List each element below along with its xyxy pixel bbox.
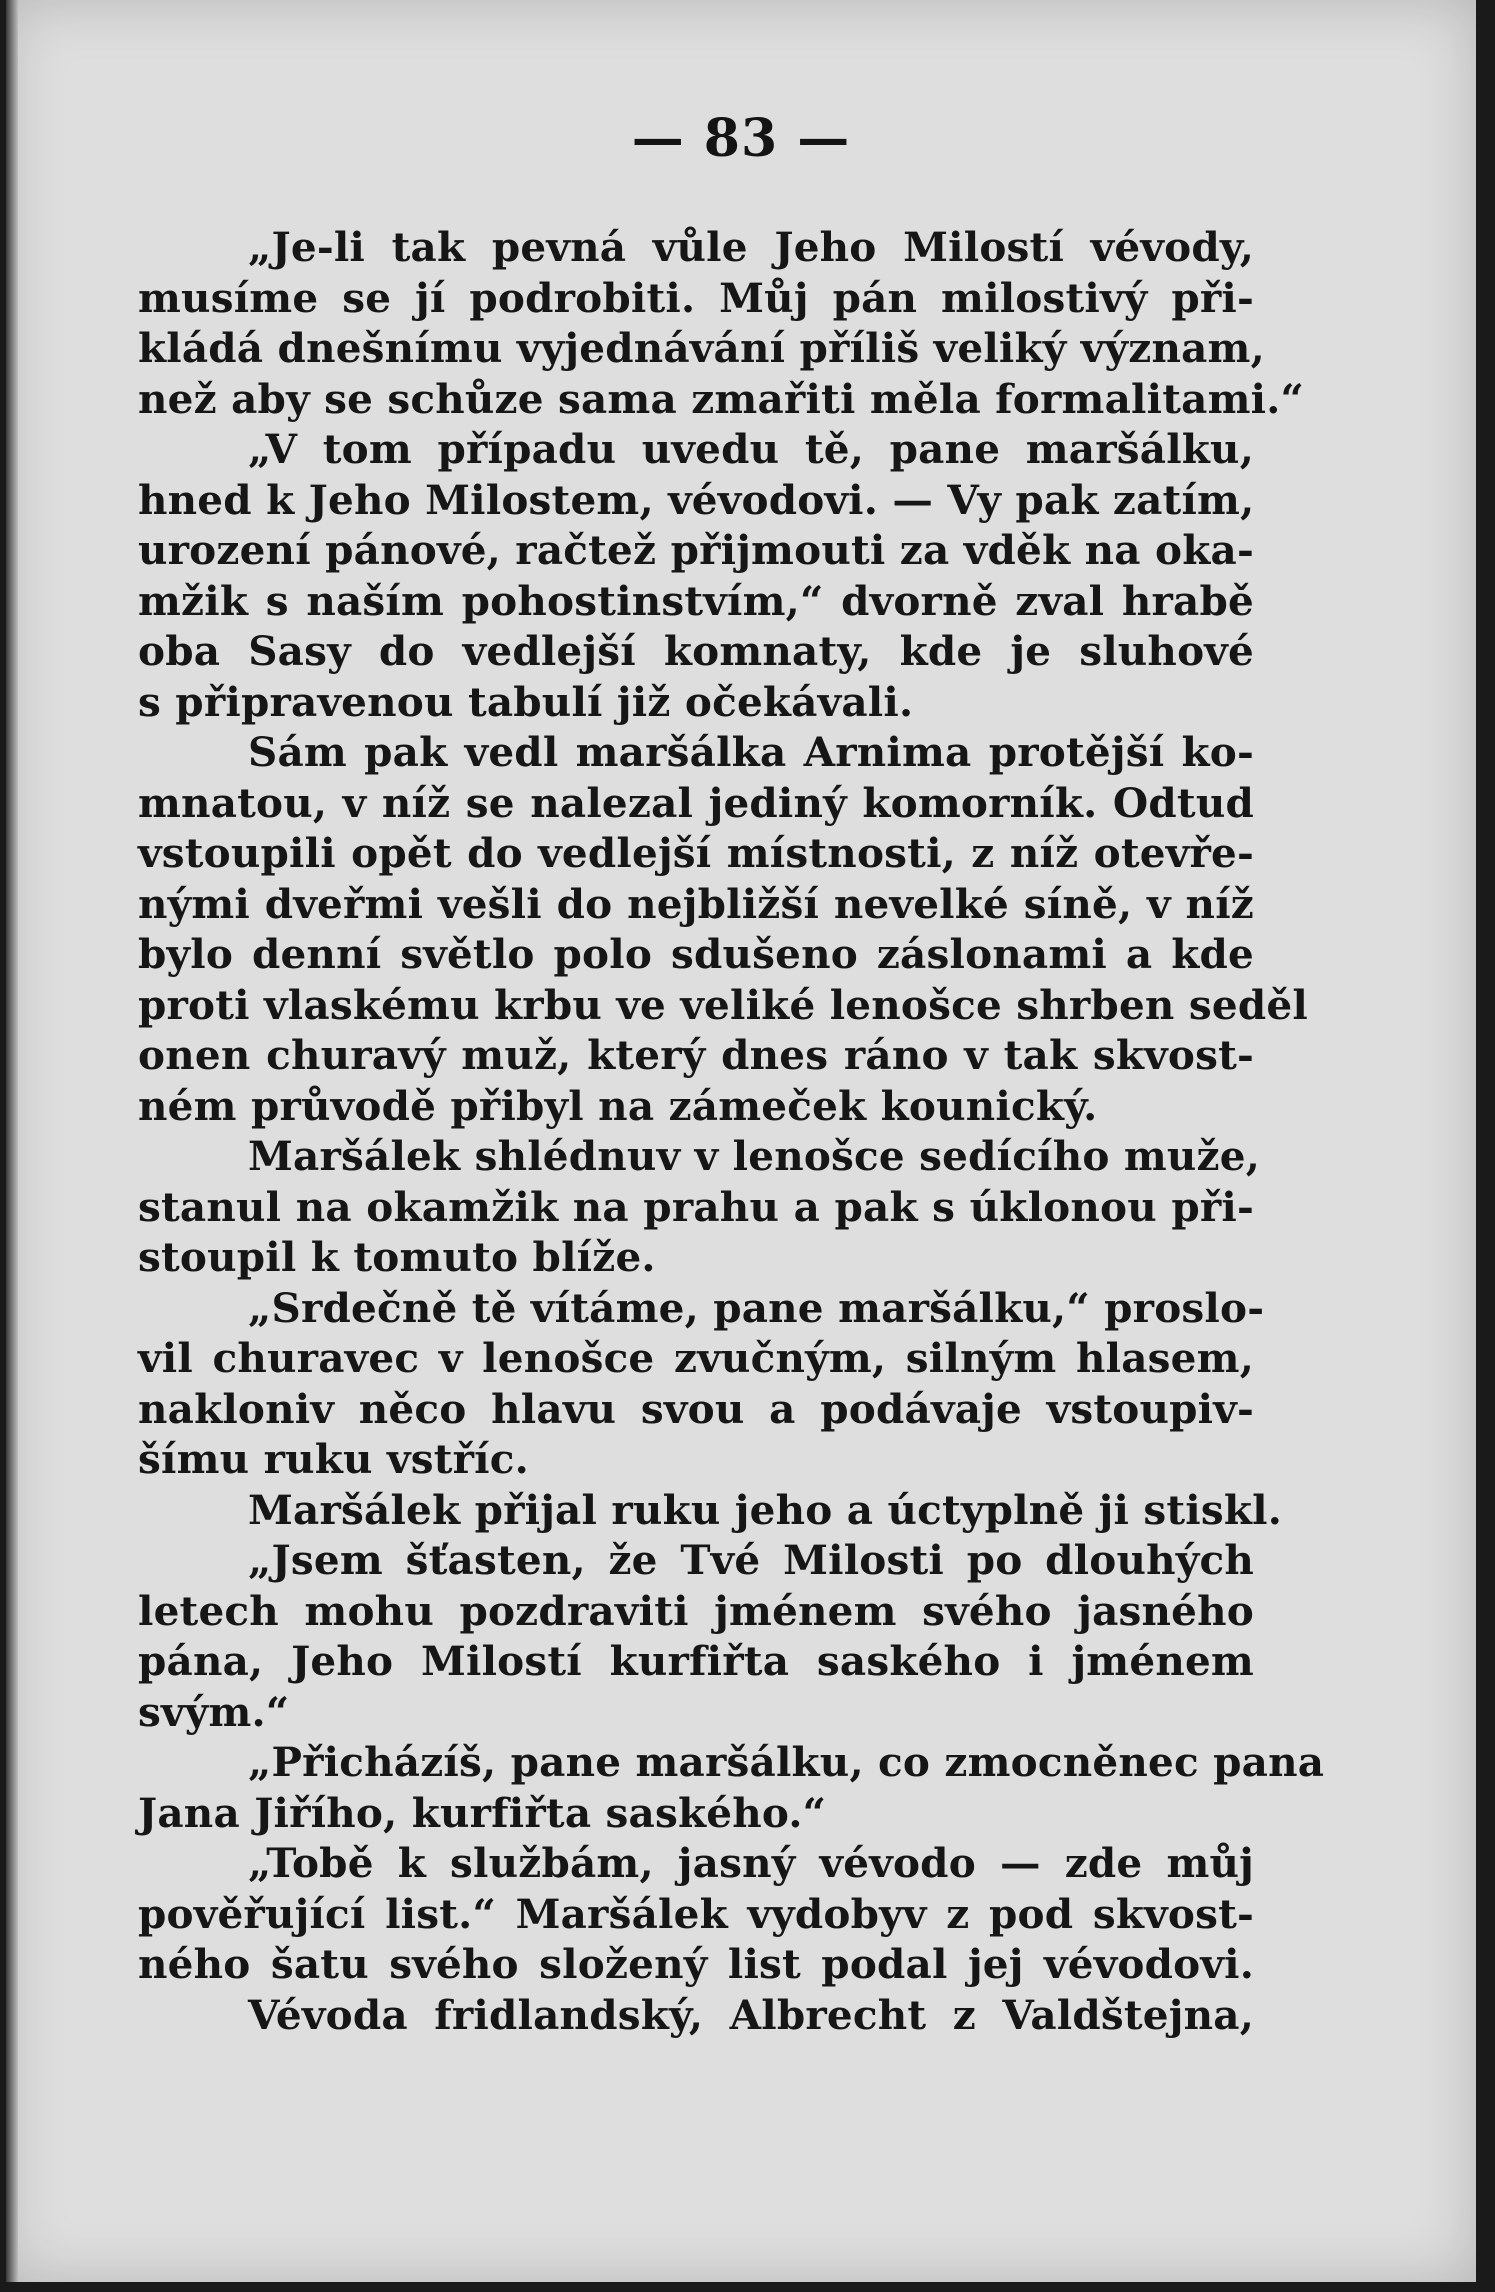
text-line: stanul na okamžik na prahu a pak s úklonou při-	[138, 1182, 1254, 1231]
text-line: „Je-li tak pevná vůle Jeho Milostí vévody,	[248, 223, 1254, 271]
text-line: „Přicházíš, pane maršálku, co zmocněnec pana	[248, 1738, 1325, 1786]
text-line: onen churavý muž, který dnes ráno v tak skvost-	[138, 1031, 1254, 1079]
text-line: nakloniv něco hlavu svou a podávaje vstoupiv-	[138, 1384, 1254, 1433]
text-line: šímu ruku vstříc.	[138, 1435, 529, 1483]
text-line: „Srdečně tě vítáme, pane maršálku,“ proslo-	[248, 1283, 1265, 1332]
text-line: mnatou, v níž se nalezal jediný komorník. Odtud	[138, 778, 1254, 827]
text-line: kládá dnešnímu vyjednávání příliš veliký význam,	[138, 324, 1265, 372]
text-line: než aby se schůze sama zmařiti měla formalitami.“	[138, 374, 1305, 423]
text-line: „Jsem šťasten, že Tvé Milosti po dlouhých	[248, 1536, 1254, 1584]
page-edge-shadow	[6, 0, 18, 2282]
book-page	[6, 0, 1476, 2282]
text-line: Jana Jiřího, kurfiřta saského.“	[138, 1788, 827, 1837]
page-number: — 83 —	[631, 108, 851, 169]
text-line: nými dveřmi vešli do nejbližší nevelké síně, v níž	[138, 879, 1254, 928]
text-line: ném průvodě přibyl na zámeček kounický.	[138, 1081, 1098, 1130]
text-line: mžik s naším pohostinstvím,“ dvorně zval hrabě	[138, 576, 1254, 625]
text-line: proti vlaskému krbu ve veliké lenošce shrben seděl	[138, 980, 1308, 1029]
text-line: urození pánové, račtež přijmouti za vděk na oka-	[138, 526, 1254, 574]
text-line: svým.“	[138, 1687, 290, 1736]
text-line: oba Sasy do vedlejší komnaty, kde je sluhové	[138, 627, 1254, 675]
text-line: ného šatu svého složený list podal jej vévodovi.	[138, 1940, 1254, 1988]
text-line: Vévoda fridlandský, Albrecht z Valdštejna,	[248, 1990, 1254, 2039]
text-line: musíme se jí podrobiti. Můj pán milostivý při-	[138, 273, 1254, 322]
text-line: pověřující list.“ Maršálek vydobyv z pod skvost-	[138, 1889, 1254, 1938]
text-line: bylo denní světlo polo sdušeno záslonami a kde	[138, 930, 1254, 978]
text-line: s připravenou tabulí již očekávali.	[138, 677, 914, 726]
text-line: Maršálek přijal ruku jeho a úctyplně ji stiskl.	[248, 1485, 1283, 1534]
text-line: letech mohu pozdraviti jménem svého jasného	[138, 1586, 1254, 1635]
text-line: pána, Jeho Milostí kurfiřta saského i jménem	[138, 1637, 1254, 1685]
text-line: „Tobě k službám, jasný vévodo — zde můj	[248, 1839, 1254, 1887]
text-line: hned k Jeho Milostem, vévodovi. — Vy pak zatím,	[138, 475, 1255, 524]
text-line: vil churavec v lenošce zvučným, silným hlasem,	[138, 1334, 1254, 1382]
body-text	[138, 222, 1325, 2040]
text-line: Sám pak vedl maršálka Arnima protější ko-	[248, 728, 1254, 776]
text-line: vstoupili opět do vedlejší místnosti, z níž otevře-	[138, 829, 1254, 877]
text-line: Maršálek shlédnuv v lenošce sedícího muže,	[248, 1132, 1261, 1180]
text-line: „V tom případu uvedu tě, pane maršálku,	[248, 425, 1254, 473]
text-line: stoupil k tomuto blíže.	[138, 1233, 656, 1281]
